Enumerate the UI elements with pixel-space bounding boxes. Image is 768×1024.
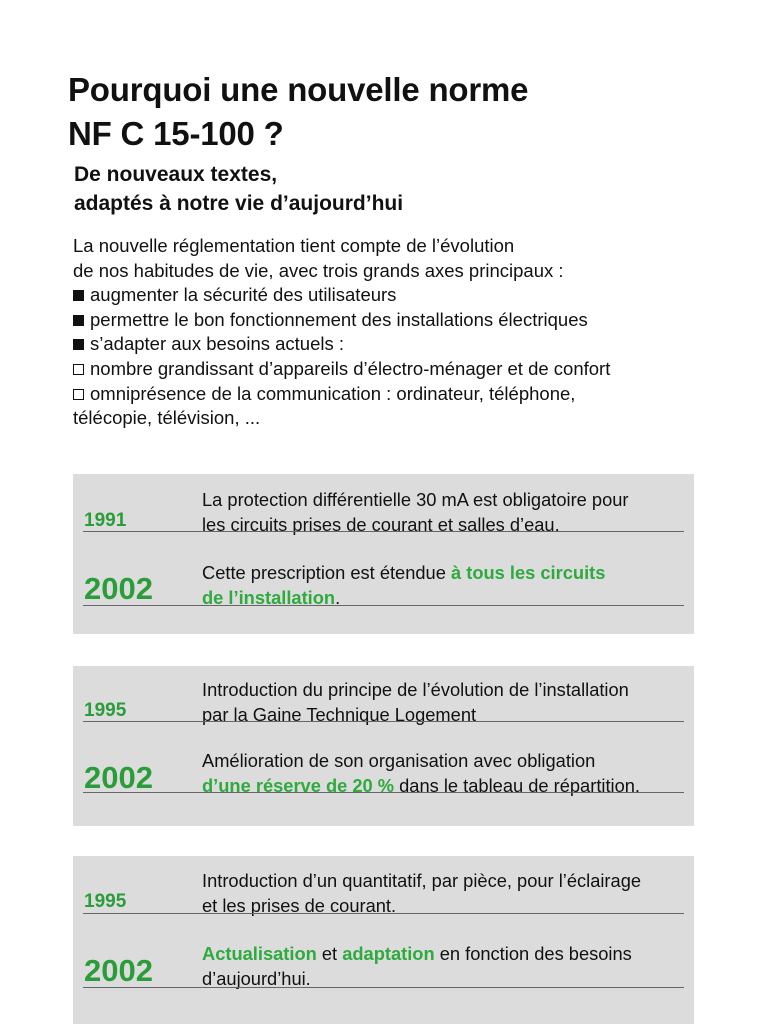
- entry-description: Cette prescription est étendue à tous les circuits de l’installation.: [202, 562, 606, 608]
- entry-description: Introduction du principe de l’évolution de l’installation par la Gaine Technique Logement: [202, 679, 629, 725]
- highlight-text: adaptation: [342, 943, 435, 964]
- entry-description: Actualisation et adaptation en fonction des besoins d’aujourd’hui.: [202, 943, 632, 989]
- subtitle: [74, 160, 403, 218]
- timeline-box-protection: [73, 474, 694, 634]
- sub-bullet-item: nombre grandissant d’appareils d’électro-ménager et de confort: [73, 357, 733, 382]
- entry-year-2002: 2002: [84, 953, 153, 988]
- divider: [83, 721, 684, 722]
- bullet-item: permettre le bon fonctionnement des installations électriques: [73, 308, 733, 333]
- highlight-text: à tous les circuits: [450, 562, 606, 583]
- entry-description: La protection différentielle 30 mA est obligatoire pour les circuits prises de courant et salles d’eau.: [202, 489, 629, 535]
- timeline-box-quantitatif: [73, 856, 694, 1024]
- entry-description: Amélioration de son organisation avec obligation d’une réserve de 20 % dans le tableau de répartition.: [202, 750, 641, 796]
- title-line-1: Pourquoi une nouvelle norme: [68, 71, 529, 108]
- subtitle-line-2: adaptés à notre vie d’aujourd’hui: [74, 192, 404, 215]
- entry-year-2002: 2002: [84, 760, 153, 795]
- intro-paragraph: [73, 234, 733, 431]
- entry-year: 1991: [84, 510, 127, 531]
- entry-year: 1995: [84, 700, 127, 721]
- intro-line-2: de nos habitudes de vie, avec trois grands axes principaux :: [73, 259, 564, 281]
- entry-description: Introduction d’un quantitatif, par pièce, pour l’éclairage et les prises de courant.: [202, 870, 642, 916]
- divider: [83, 605, 684, 606]
- highlight-text: Actualisation: [202, 943, 317, 964]
- title-line-2: NF C 15-100 ?: [68, 115, 284, 152]
- intro-continuation: télécopie, télévision, ...: [73, 407, 261, 429]
- sub-bullet-item: omniprésence de la communication : ordinateur, téléphone,: [73, 382, 733, 407]
- highlight-text: d’une réserve de 20 %: [202, 775, 395, 796]
- entry-year: 1995: [84, 891, 127, 912]
- page-title: [68, 68, 528, 156]
- divider: [83, 792, 684, 793]
- highlight-text: de l’installation: [202, 587, 336, 608]
- divider: [83, 913, 684, 914]
- bullet-item: augmenter la sécurité des utilisateurs: [73, 283, 733, 308]
- divider: [83, 531, 684, 532]
- entry-year-2002: 2002: [84, 571, 153, 606]
- open-square-bullet-icon: [73, 389, 84, 400]
- subtitle-line-1: De nouveaux textes,: [74, 163, 278, 186]
- intro-line-1: La nouvelle réglementation tient compte de l’évolution: [73, 235, 515, 256]
- divider: [83, 987, 684, 988]
- open-square-bullet-icon: [73, 364, 84, 375]
- filled-square-bullet-icon: [73, 290, 84, 301]
- bullet-item: s’adapter aux besoins actuels :: [73, 332, 733, 357]
- filled-square-bullet-icon: [73, 315, 84, 326]
- timeline-box-gaine: [73, 666, 694, 826]
- filled-square-bullet-icon: [73, 339, 84, 350]
